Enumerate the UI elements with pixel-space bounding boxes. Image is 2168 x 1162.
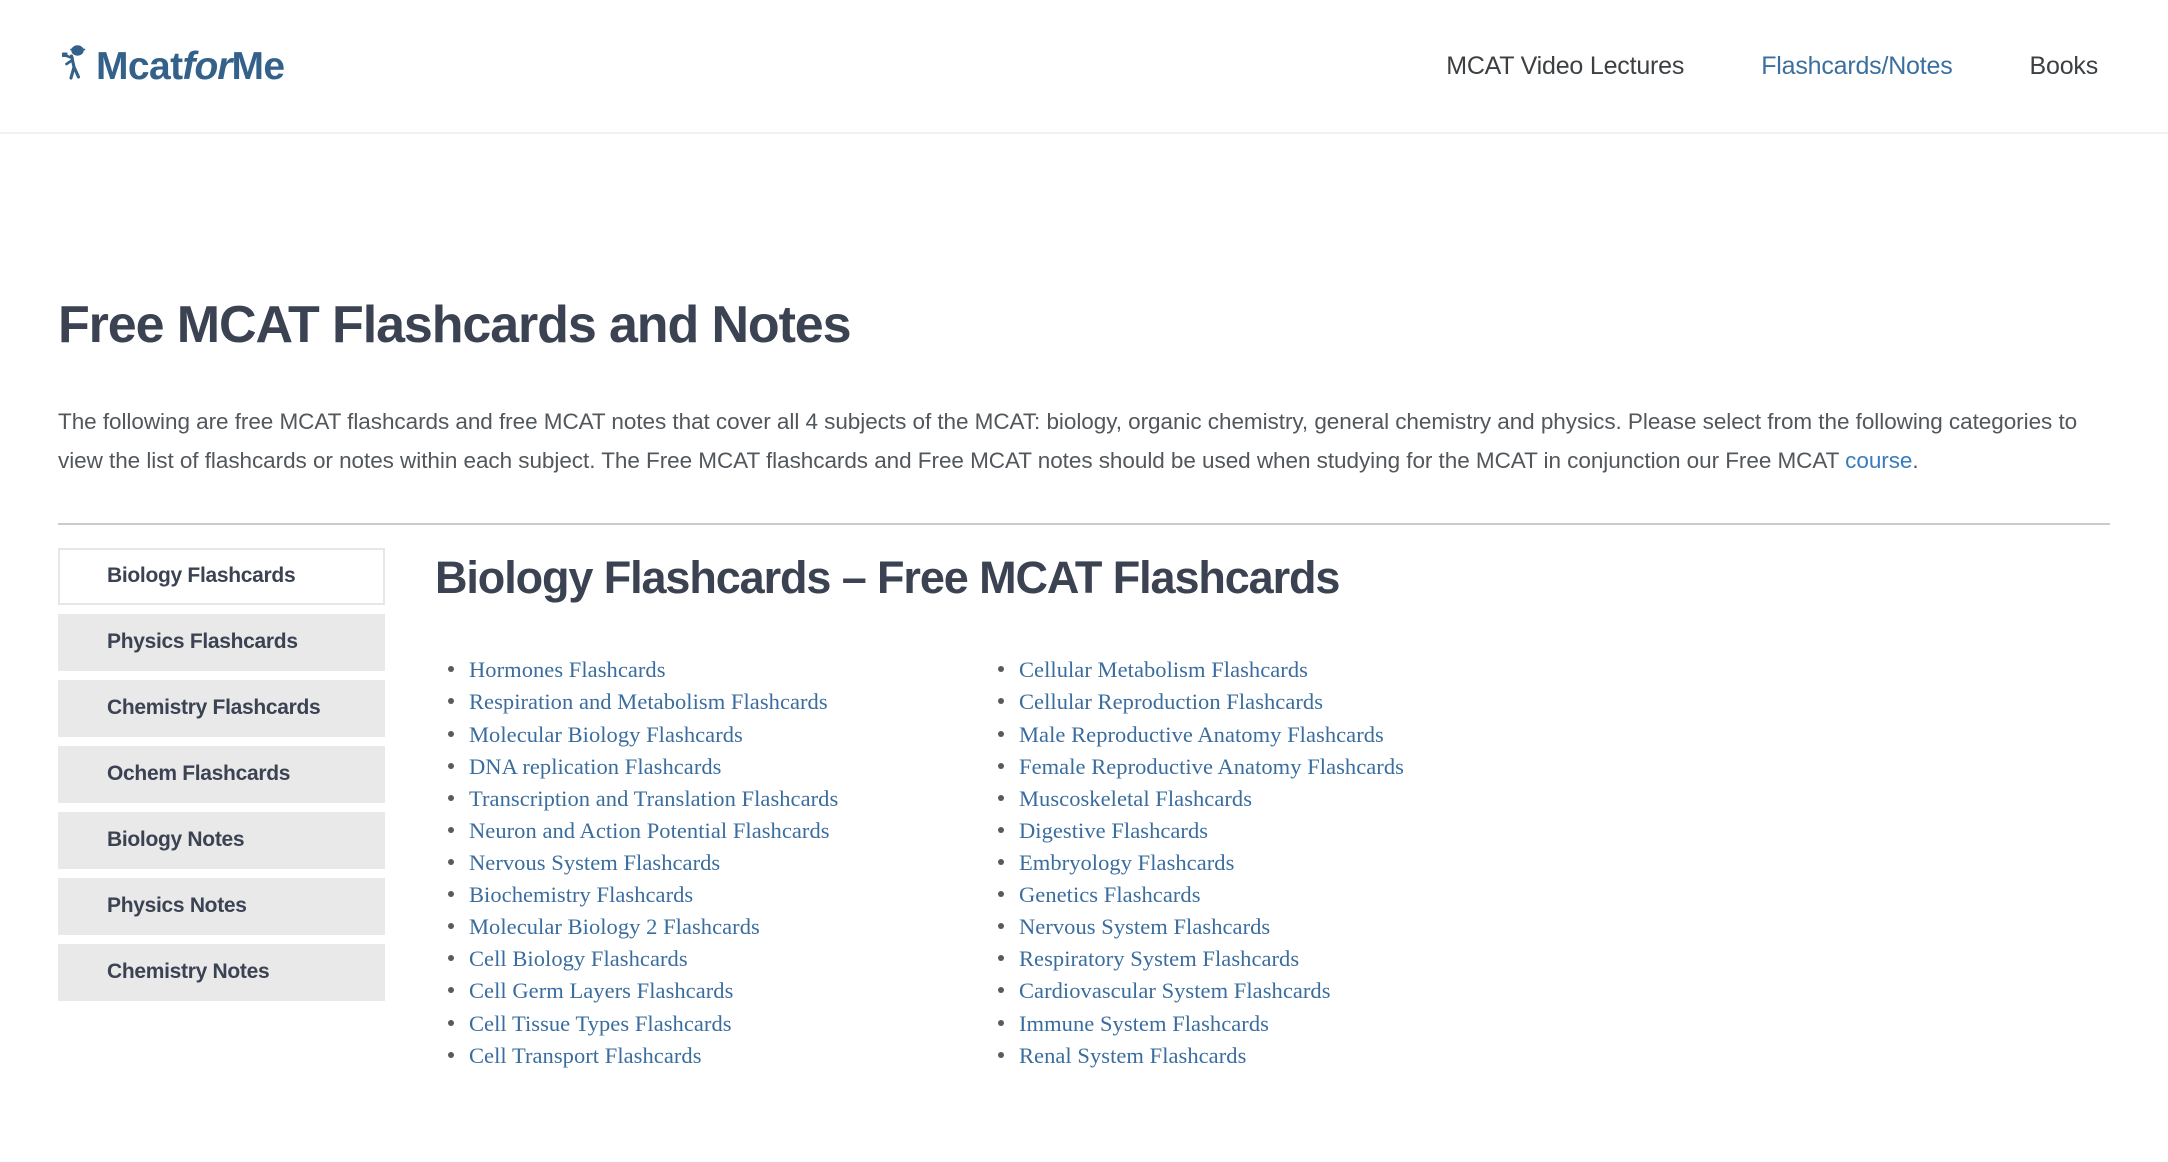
- flashcard-link[interactable]: Renal System Flashcards: [1019, 1042, 1247, 1068]
- intro-text-part2: .: [1912, 447, 1919, 473]
- list-item: [440, 655, 990, 685]
- logo-text-italic: for: [182, 44, 232, 88]
- tab-physics-flashcards[interactable]: [58, 614, 385, 671]
- tab-chemistry-flashcards[interactable]: [58, 680, 385, 737]
- section-divider: [58, 523, 2110, 525]
- tab-label: Biology Flashcards: [107, 564, 296, 588]
- list-item: [990, 784, 1540, 814]
- flashcard-link[interactable]: Immune System Flashcards: [1019, 1010, 1269, 1036]
- flashcard-link[interactable]: Hormones Flashcards: [469, 657, 666, 683]
- list-item: [990, 912, 1540, 942]
- list-item: [990, 1041, 1540, 1071]
- list-item: [440, 944, 990, 974]
- main-navigation: [1446, 52, 2108, 81]
- flashcard-link[interactable]: Muscoskeletal Flashcards: [1019, 785, 1253, 811]
- tab-biology-notes[interactable]: [58, 812, 385, 869]
- tab-biology-flashcards[interactable]: [58, 548, 385, 605]
- list-item: [990, 720, 1540, 750]
- flashcard-link[interactable]: Cell Transport Flashcards: [469, 1042, 702, 1068]
- flashcard-link[interactable]: Cellular Metabolism Flashcards: [1019, 657, 1308, 683]
- flashcard-link[interactable]: Embryology Flashcards: [1019, 849, 1235, 875]
- intro-paragraph: [58, 403, 2110, 480]
- panel-title: Biology Flashcards – Free MCAT Flashcards: [435, 551, 1340, 603]
- page-title: Free MCAT Flashcards and Notes: [58, 296, 851, 354]
- flashcard-column-left: [440, 655, 990, 1072]
- flashcard-link[interactable]: Genetics Flashcards: [1019, 882, 1201, 908]
- list-item: [990, 687, 1540, 717]
- tab-ochem-flashcards[interactable]: [58, 746, 385, 803]
- flashcard-link[interactable]: Nervous System Flashcards: [469, 849, 721, 875]
- flashcard-link[interactable]: DNA replication Flashcards: [469, 753, 722, 779]
- flashcard-link[interactable]: Respiration and Metabolism Flashcards: [469, 689, 828, 715]
- list-item: [440, 687, 990, 717]
- flashcard-list-right: [990, 655, 1540, 1070]
- flashcard-link[interactable]: Biochemistry Flashcards: [469, 882, 694, 908]
- site-logo[interactable]: [58, 45, 284, 87]
- flashcard-column-right: [990, 655, 1540, 1072]
- tab-label: Chemistry Flashcards: [107, 696, 321, 720]
- flashcard-link[interactable]: Cell Biology Flashcards: [469, 946, 688, 972]
- course-link[interactable]: course: [1845, 447, 1913, 473]
- flashcard-link[interactable]: Respiratory System Flashcards: [1019, 946, 1300, 972]
- nav-item-books[interactable]: Books: [2029, 51, 2098, 80]
- list-item: [440, 720, 990, 750]
- nav-item-mcat-video-lectures[interactable]: MCAT Video Lectures: [1446, 51, 1685, 80]
- logo-text-secondary: Me: [231, 44, 285, 88]
- flashcard-link[interactable]: Neuron and Action Potential Flashcards: [469, 817, 830, 843]
- category-tab-list: [58, 540, 385, 1073]
- flashcard-link[interactable]: Digestive Flashcards: [1019, 817, 1209, 843]
- tab-physics-notes[interactable]: [58, 878, 385, 935]
- list-item: [440, 880, 990, 910]
- list-item: [440, 1009, 990, 1039]
- logo-wordmark: [96, 44, 285, 88]
- list-item: [990, 848, 1540, 878]
- flashcard-link[interactable]: Nervous System Flashcards: [1019, 914, 1271, 940]
- tab-label: Physics Notes: [107, 894, 247, 918]
- list-item: [990, 976, 1540, 1006]
- logo-text-primary: Mcat: [96, 44, 183, 88]
- student-figure-icon: [58, 43, 92, 85]
- flashcard-link[interactable]: Female Reproductive Anatomy Flashcards: [1019, 753, 1404, 779]
- flashcard-link[interactable]: Male Reproductive Anatomy Flashcards: [1019, 721, 1384, 747]
- list-item: [990, 1009, 1540, 1039]
- flashcard-link[interactable]: Molecular Biology 2 Flashcards: [469, 914, 760, 940]
- flashcard-list-left: [440, 655, 990, 1070]
- site-header: [0, 0, 2168, 134]
- intro-text-part1: The following are free MCAT flashcards and free MCAT notes that cover all 4 subjects of the MCAT: biology, organic chemistry, general chemistry and physics. Please select from the following categories to view the list of flashcards or notes within each subject. The Free MCAT flashcards and Free MCAT notes should be used when studying for the MCAT in conjunction our Free MCAT: [58, 409, 2078, 473]
- list-item: [440, 784, 990, 814]
- list-item: [440, 848, 990, 878]
- page-content: [0, 297, 2168, 1073]
- list-item: [440, 816, 990, 846]
- list-item: [440, 976, 990, 1006]
- tab-label: Ochem Flashcards: [107, 762, 291, 786]
- list-item: [990, 944, 1540, 974]
- list-item: [990, 880, 1540, 910]
- list-item: [440, 1041, 990, 1071]
- flashcard-link[interactable]: Cardiovascular System Flashcards: [1019, 978, 1331, 1004]
- flashcard-link[interactable]: Cellular Reproduction Flashcards: [1019, 689, 1324, 715]
- flashcard-link[interactable]: Molecular Biology Flashcards: [469, 721, 743, 747]
- tab-chemistry-notes[interactable]: [58, 944, 385, 1001]
- tab-panel-biology-flashcards: [385, 540, 2110, 1073]
- tab-label: Physics Flashcards: [107, 630, 298, 654]
- flashcard-link-columns: [435, 655, 2110, 1072]
- tab-label: Chemistry Notes: [107, 960, 270, 984]
- list-item: [990, 655, 1540, 685]
- flashcard-link[interactable]: Transcription and Translation Flashcards: [469, 785, 839, 811]
- tab-label: Biology Notes: [107, 828, 245, 852]
- nav-item-flashcards-notes[interactable]: Flashcards/Notes: [1761, 51, 1953, 80]
- list-item: [990, 816, 1540, 846]
- list-item: [440, 912, 990, 942]
- content-area: [58, 540, 2110, 1073]
- flashcard-link[interactable]: Cell Germ Layers Flashcards: [469, 978, 734, 1004]
- flashcard-link[interactable]: Cell Tissue Types Flashcards: [469, 1010, 732, 1036]
- list-item: [440, 752, 990, 782]
- list-item: [990, 752, 1540, 782]
